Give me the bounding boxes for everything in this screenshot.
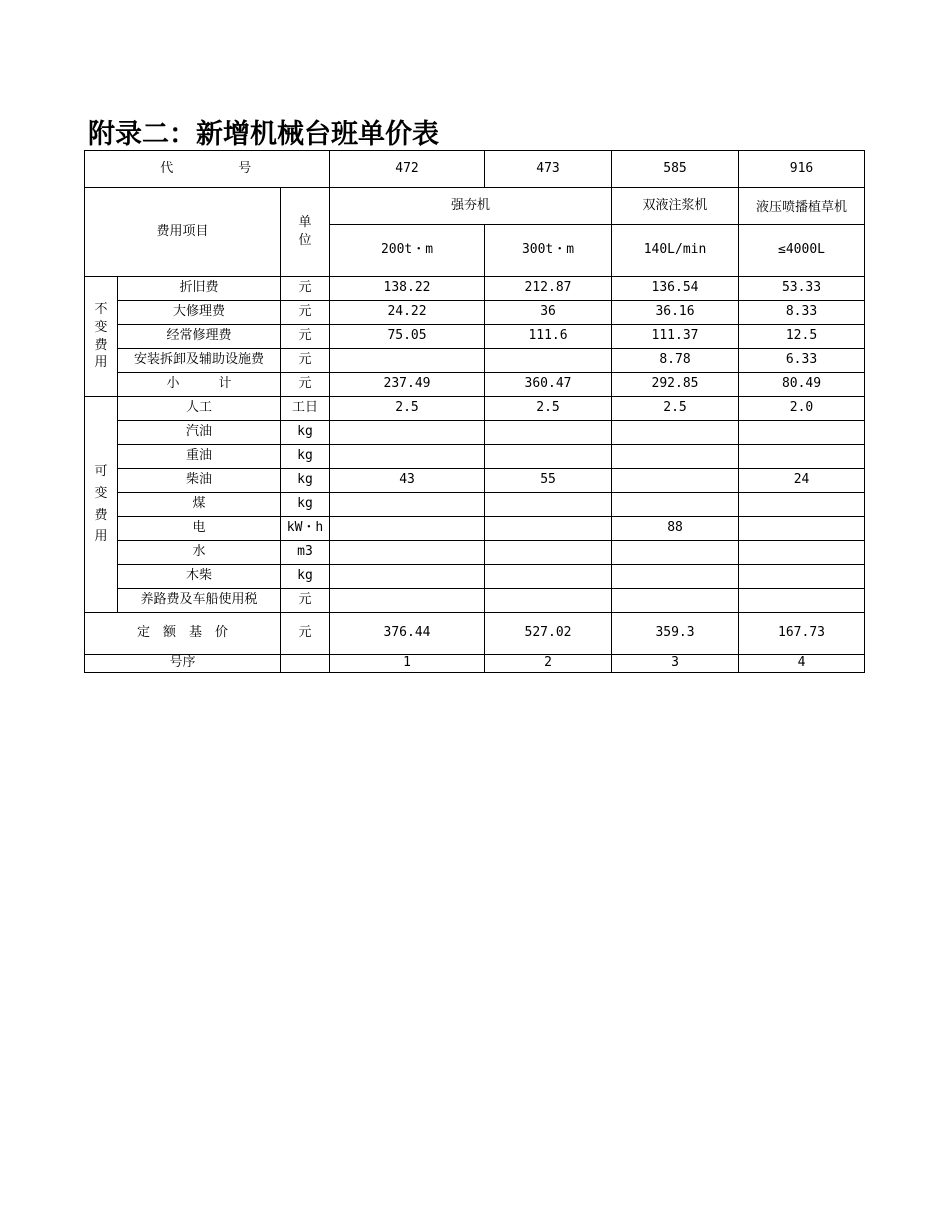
row-item: 水 — [118, 541, 281, 565]
cell-value — [612, 421, 739, 445]
code-label: 代 号 — [85, 151, 330, 188]
base-price-label: 定 额 基 价 — [85, 613, 281, 655]
group-label-char: 可 — [94, 464, 108, 480]
code-473: 473 — [485, 151, 612, 188]
machine-hydroseeder: 液压喷播植草机 — [739, 188, 865, 225]
row-item: 电 — [118, 517, 281, 541]
cell-value — [739, 493, 865, 517]
group-label-char: 变 — [94, 319, 108, 335]
base-price-value: 167.73 — [739, 613, 865, 655]
machine-dynamic-compactor: 强夯机 — [330, 188, 612, 225]
table-row — [85, 325, 865, 349]
sequence-row — [85, 655, 865, 673]
cell-value — [330, 493, 485, 517]
cell-value — [330, 565, 485, 589]
row-item: 煤 — [118, 493, 281, 517]
cell-value — [612, 541, 739, 565]
row-unit: m3 — [281, 541, 330, 565]
base-price-value: 376.44 — [330, 613, 485, 655]
cell-value — [330, 421, 485, 445]
cell-value: 36.16 — [612, 301, 739, 325]
cell-value — [612, 565, 739, 589]
cell-value — [330, 445, 485, 469]
item-header: 费用项目 — [85, 188, 281, 277]
row-item: 折旧费 — [118, 277, 281, 301]
cell-value: 8.33 — [739, 301, 865, 325]
spec-4000l: ≤4000L — [739, 225, 865, 277]
page-title: 附录二：新增机械台班单价表 — [88, 119, 439, 150]
table-row — [85, 541, 865, 565]
fixed-cost-group-label — [85, 277, 118, 397]
group-label-char: 用 — [94, 529, 108, 545]
row-unit: kg — [281, 469, 330, 493]
cell-value: 138.22 — [330, 277, 485, 301]
cell-value — [485, 445, 612, 469]
group-label-char: 不 — [94, 302, 108, 318]
code-472: 472 — [330, 151, 485, 188]
row-unit: 元 — [281, 613, 330, 655]
cell-value: 43 — [330, 469, 485, 493]
row-unit: kg — [281, 565, 330, 589]
variable-cost-group-label — [85, 397, 118, 613]
row-unit: kW・h — [281, 517, 330, 541]
row-unit: 元 — [281, 373, 330, 397]
cell-value — [330, 517, 485, 541]
table-row — [85, 445, 865, 469]
cell-value: 212.87 — [485, 277, 612, 301]
cell-value — [330, 541, 485, 565]
table-row — [85, 397, 865, 421]
unit-header-char: 单 — [298, 215, 312, 231]
cell-value: 88 — [612, 517, 739, 541]
cell-value — [485, 493, 612, 517]
cell-value — [739, 445, 865, 469]
row-unit: 工日 — [281, 397, 330, 421]
cell-value: 2.0 — [739, 397, 865, 421]
cell-value — [612, 445, 739, 469]
group-label-char: 费 — [94, 507, 108, 523]
cell-value: 111.37 — [612, 325, 739, 349]
machine-name-row — [85, 188, 865, 225]
cell-value: 292.85 — [612, 373, 739, 397]
sequence-value: 3 — [612, 655, 739, 673]
unit-header — [281, 188, 330, 277]
row-item: 汽油 — [118, 421, 281, 445]
spec-140l: 140L/min — [612, 225, 739, 277]
cell-value: 2.5 — [485, 397, 612, 421]
row-item: 经常修理费 — [118, 325, 281, 349]
row-item: 安装拆卸及辅助设施费 — [118, 349, 281, 373]
sequence-value: 2 — [485, 655, 612, 673]
cell-value — [330, 589, 485, 613]
base-price-value: 359.3 — [612, 613, 739, 655]
cell-value: 24.22 — [330, 301, 485, 325]
row-item: 木柴 — [118, 565, 281, 589]
unit-header-char: 位 — [298, 233, 312, 248]
cell-value — [485, 565, 612, 589]
row-item: 大修理费 — [118, 301, 281, 325]
cell-value: 80.49 — [739, 373, 865, 397]
spec-200t: 200t・m — [330, 225, 485, 277]
cell-value — [739, 589, 865, 613]
code-585: 585 — [612, 151, 739, 188]
cell-value: 237.49 — [330, 373, 485, 397]
cell-value: 360.47 — [485, 373, 612, 397]
code-row — [85, 151, 865, 188]
sequence-value: 1 — [330, 655, 485, 673]
row-item: 小 计 — [118, 373, 281, 397]
row-unit: 元 — [281, 301, 330, 325]
table-row — [85, 349, 865, 373]
cell-value: 53.33 — [739, 277, 865, 301]
table-row — [85, 589, 865, 613]
row-unit: kg — [281, 493, 330, 517]
machinery-price-table — [84, 150, 865, 673]
row-unit: kg — [281, 445, 330, 469]
cell-value: 2.5 — [612, 397, 739, 421]
cell-value: 111.6 — [485, 325, 612, 349]
row-unit: 元 — [281, 325, 330, 349]
cell-value — [739, 421, 865, 445]
cell-value — [612, 469, 739, 493]
row-unit: 元 — [281, 589, 330, 613]
cell-value — [739, 541, 865, 565]
table-row — [85, 421, 865, 445]
cell-value — [739, 565, 865, 589]
cell-value — [485, 589, 612, 613]
code-916: 916 — [739, 151, 865, 188]
cell-value: 24 — [739, 469, 865, 493]
cell-value: 8.78 — [612, 349, 739, 373]
row-unit: kg — [281, 421, 330, 445]
subtotal-row — [85, 373, 865, 397]
cell-value — [485, 517, 612, 541]
row-item: 人工 — [118, 397, 281, 421]
table-row — [85, 469, 865, 493]
cell-value: 12.5 — [739, 325, 865, 349]
cell-value — [330, 349, 485, 373]
cell-value — [485, 349, 612, 373]
sequence-value: 4 — [739, 655, 865, 673]
cell-value: 6.33 — [739, 349, 865, 373]
table-row — [85, 517, 865, 541]
table-row — [85, 301, 865, 325]
cell-value — [612, 589, 739, 613]
group-label-char: 费 — [94, 337, 108, 353]
row-item: 重油 — [118, 445, 281, 469]
row-item: 养路费及车船使用税 — [118, 589, 281, 613]
cell-value: 75.05 — [330, 325, 485, 349]
cell-value — [485, 421, 612, 445]
base-price-row — [85, 613, 865, 655]
cell-value: 2.5 — [330, 397, 485, 421]
group-label-char: 变 — [94, 485, 108, 501]
cell-value — [739, 517, 865, 541]
cell-value: 136.54 — [612, 277, 739, 301]
row-item: 柴油 — [118, 469, 281, 493]
cell-value: 55 — [485, 469, 612, 493]
base-price-value: 527.02 — [485, 613, 612, 655]
sequence-label: 号序 — [85, 655, 281, 673]
row-unit — [281, 655, 330, 673]
row-unit: 元 — [281, 277, 330, 301]
machine-grout-injector: 双液注浆机 — [612, 188, 739, 225]
cell-value: 36 — [485, 301, 612, 325]
spec-300t: 300t・m — [485, 225, 612, 277]
cell-value — [612, 493, 739, 517]
table-row — [85, 277, 865, 301]
cell-value — [485, 541, 612, 565]
row-unit: 元 — [281, 349, 330, 373]
group-label-char: 用 — [94, 355, 108, 371]
table-row — [85, 565, 865, 589]
table-row — [85, 493, 865, 517]
